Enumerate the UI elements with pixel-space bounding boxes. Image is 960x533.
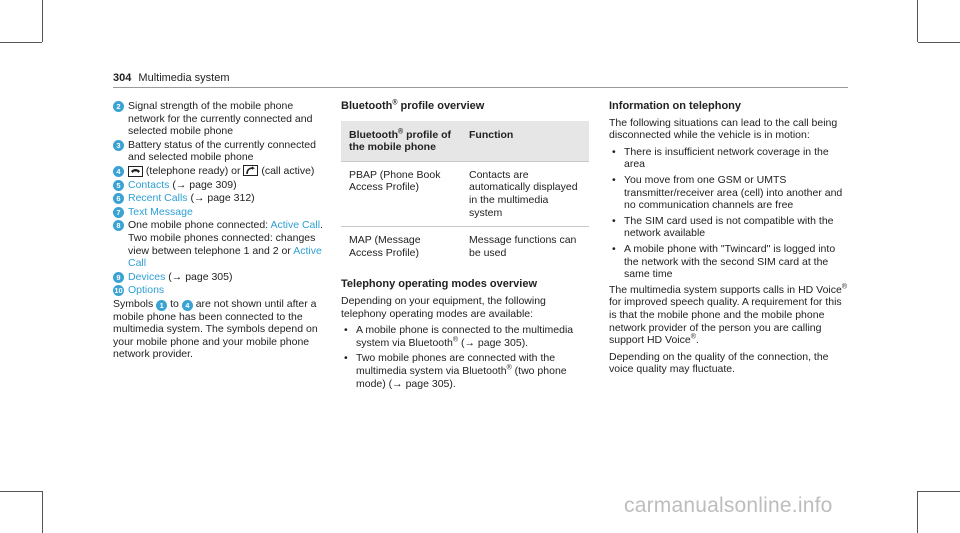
table-header-row	[341, 121, 589, 162]
crop-mark	[918, 491, 960, 492]
middle-column	[341, 100, 589, 393]
watermark: carmanualsonline.info	[624, 494, 833, 517]
bullet-item: • There is insufficient network coverage in the area	[609, 146, 849, 171]
paragraph: Depending on the quality of the connection, the voice quality may fluctuate.	[609, 350, 829, 376]
table-row	[341, 161, 589, 226]
callout-badge: 3	[113, 140, 124, 151]
table-header-cell: Bluetooth® profile of the mobile phone	[341, 121, 461, 162]
table-cell: PBAP (Phone Book Access Profile)	[341, 161, 461, 226]
bullet-item: • The SIM card used is not compatible with the network available	[609, 215, 849, 240]
list-item: 8 One mobile phone connected: Active Call. Two mobile phones connected: changes view between telephone 1 and 2 or Active Call	[113, 219, 328, 269]
section-title: Multimedia system	[138, 72, 230, 84]
crop-mark	[917, 0, 918, 42]
active-call-link[interactable]: Active Call	[128, 244, 322, 270]
section-heading: Information on telephony	[609, 100, 741, 112]
list-item: 2 Signal strength of the mobile phone network for the currently connected and selected mobile phone	[113, 100, 328, 138]
list-item: 9 Devices (→ page 305)	[113, 271, 328, 284]
text-message-link[interactable]: Text Message	[128, 205, 193, 218]
active-call-link[interactable]: Active Call	[270, 219, 321, 232]
callout-badge: 1	[156, 300, 167, 311]
contacts-link[interactable]: Contacts	[128, 178, 170, 191]
page-header	[113, 72, 230, 85]
list-item: 5 Contacts (→ page 309)	[113, 179, 328, 192]
callout-badge: 7	[113, 207, 124, 218]
callout-badge: 4	[182, 300, 193, 311]
table-cell: Message functions can be used	[461, 227, 589, 267]
list-item	[113, 206, 328, 219]
options-link[interactable]: Options	[128, 284, 165, 297]
callout-badge: 5	[113, 180, 124, 191]
table-cell: MAP (Message Access Profile)	[341, 227, 461, 267]
crop-mark	[0, 42, 42, 43]
bullet-item: • A mobile phone is connected to the multimedia system via Bluetooth® (→ page 305).	[341, 324, 589, 349]
header-rule	[113, 87, 848, 88]
list-item: 3 Battery status of the currently connected and selected mobile phone	[113, 139, 328, 164]
table-cell: Contacts are automatically displayed in the multimedia system	[461, 161, 589, 226]
profile-table	[341, 121, 589, 267]
list-item: 4 (telephone ready) or (call active)	[113, 165, 328, 178]
crop-mark	[917, 491, 918, 533]
paragraph: Depending on your equipment, the following telephony operating modes are available:	[341, 294, 546, 320]
bullet-item: • Two mobile phones are connected with the multimedia system via Bluetooth® (two phone mode) (→ page 305).	[341, 352, 589, 390]
callout-badge: 8	[113, 220, 124, 231]
recent-calls-link[interactable]: Recent Calls	[128, 192, 188, 205]
crop-mark	[918, 42, 960, 43]
crop-mark	[42, 0, 43, 42]
bullet-item: • A mobile phone with "Twincard" is logged into the network with the second SIM card at the same time	[609, 243, 849, 281]
callout-badge: 6	[113, 193, 124, 204]
paragraph: The multimedia system supports calls in HD Voice® for improved speech quality. A requirement for this is that the mobile phone and the mobile phone network provider of the person you are calling support HD Voice®.	[609, 283, 848, 347]
callout-badge: 4	[113, 166, 124, 177]
section-heading: Bluetooth® profile overview	[341, 99, 485, 112]
devices-link[interactable]: Devices	[128, 270, 166, 283]
list-item	[113, 284, 328, 297]
right-column	[609, 100, 849, 380]
phone-handset-icon	[128, 166, 143, 177]
callout-badge: 10	[114, 286, 123, 296]
crop-mark	[0, 491, 42, 492]
left-column	[113, 100, 328, 365]
callout-badge: 9	[113, 272, 124, 283]
phone-call-active-icon	[243, 165, 258, 176]
callout-badge: 2	[113, 101, 124, 112]
page-number: 304	[113, 72, 132, 84]
symbols-note: Symbols 1 to 4 are not shown until after a mobile phone has been connected to the multimedia system. The symbols depend on your mobile phone and your mobile phone network provider.	[113, 297, 318, 361]
paragraph: The following situations can lead to the call being disconnected while the vehicle is in motion:	[609, 116, 838, 142]
list-item: 6 Recent Calls (→ page 312)	[113, 192, 328, 205]
section-heading: Telephony operating modes overview	[341, 278, 538, 291]
bullet-item: • You move from one GSM or UMTS transmitter/receiver area (cell) into another and no communication channels are free	[609, 174, 849, 212]
table-row	[341, 227, 589, 267]
table-header-cell: Function	[461, 121, 589, 162]
crop-mark	[42, 491, 43, 533]
